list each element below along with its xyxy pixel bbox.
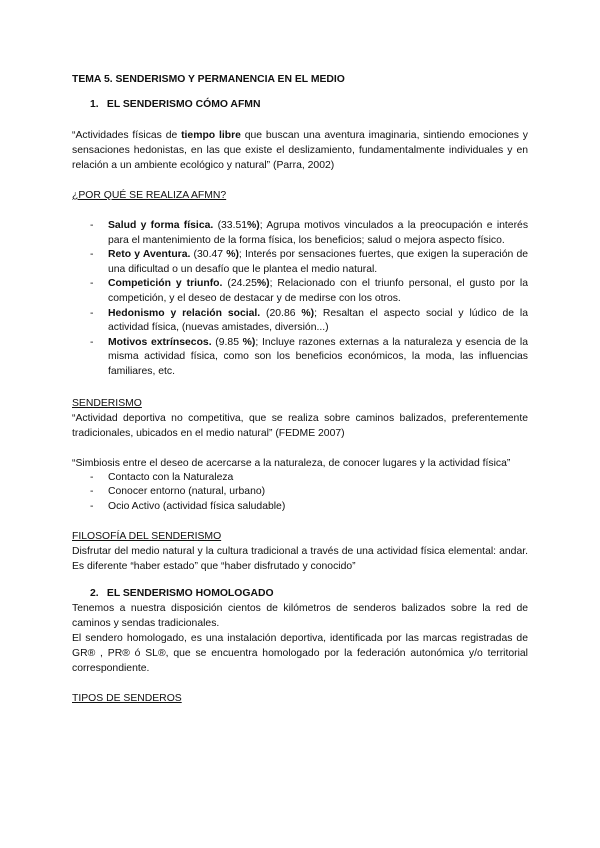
- reason-percent-suffix: %): [256, 278, 270, 290]
- reason-text: ; Agrupa motivos vinculados a la preocupación e interés para el mantenimiento de la forma física, los beneficios; salud o mejora aspecto físico.: [108, 220, 529, 246]
- reason-title: Salud y forma física.: [108, 220, 214, 231]
- filosofia-text: Disfrutar del medio natural y la cultura tradicional a través de una actividad física elemental: andar. Es diferente “haber estado” que “haber disfrutado y conocido”: [72, 546, 528, 573]
- reason-title: Competición y triunfo.: [108, 278, 223, 290]
- section-2-title: EL SENDERISMO HOMOLOGADO: [106, 588, 274, 600]
- definition-quote: [72, 128, 528, 173]
- quote-part: que buscan una aventura imaginaria, sintiendo emociones y sensaciones hedonistas, en las que existe el deslizamiento, fundamentalmente individuales y en relación a un ambiente ecológico y natural” (Parra, 2002): [72, 130, 528, 171]
- senderismo-definition: “Actividad deportiva no competitiva, que se realiza sobre caminos balizados, preferentemente tradicionales, ubicados en el medio natural” (FEDME 2007): [72, 412, 528, 439]
- document-page: [72, 72, 528, 706]
- section-2-heading: [72, 586, 528, 601]
- list-item: [72, 248, 528, 277]
- reason-text: ; Resaltan el aspecto social y lúdico de la actividad física, (nuevas amistades, diversión...): [108, 307, 528, 334]
- list-item: [72, 500, 528, 515]
- reason-percent: (30.47: [190, 249, 227, 261]
- reason-percent-suffix: %): [247, 220, 260, 231]
- list-item: [72, 485, 528, 500]
- document-title: TEMA 5. SENDERISMO Y PERMANENCIA EN EL MEDIO: [72, 74, 345, 85]
- list-item: [72, 277, 528, 306]
- section-2-number: 2.: [90, 588, 99, 600]
- quote-part: “Actividades físicas de: [72, 130, 182, 141]
- reason-percent-suffix: %): [242, 336, 256, 348]
- dash-bullet: -: [90, 486, 94, 498]
- dash-bullet: -: [90, 220, 94, 231]
- list-item: [72, 307, 528, 336]
- list-item: [72, 471, 528, 486]
- reason-title: Motivos extrínsecos.: [108, 336, 212, 348]
- reason-percent-suffix: %): [226, 249, 239, 261]
- reason-percent: (33.51: [213, 220, 248, 231]
- reason-percent-suffix: %): [301, 307, 315, 319]
- list-item-text: Ocio Activo (actividad física saludable): [108, 500, 286, 512]
- reason-percent: (20.86: [260, 307, 302, 319]
- dash-bullet: -: [90, 336, 94, 348]
- dash-bullet: -: [90, 500, 94, 512]
- simbiosis-list: [72, 471, 528, 515]
- section-2-paragraph-2: El sendero homologado, es una instalación deportiva, identificada por las marcas registradas de GR® , PR® ó SL®, que se encuentra homologado por la federación autonómica y/o territorial correspondiente.: [72, 633, 528, 675]
- dash-bullet: -: [90, 307, 94, 319]
- section-1-number: 1.: [90, 99, 99, 110]
- why-heading: ¿POR QUÉ SE REALIZA AFMN?: [72, 190, 227, 201]
- reason-text: ; Relacionado con el triunfo personal, el gusto por la competición, y el deseo de destacar y de medirse con los otros.: [108, 278, 528, 304]
- dash-bullet: -: [90, 278, 94, 290]
- simbiosis-quote: “Simbiosis entre el deseo de acercarse a la naturaleza, de conocer lugares y la actividad física”: [72, 457, 511, 469]
- dash-bullet: -: [90, 471, 94, 483]
- reason-text: ; Interés por sensaciones fuertes, que exigen la superación de una dificultad o un desafío que le plantea el medio natural.: [108, 249, 529, 275]
- section-1-heading: [72, 97, 528, 112]
- reason-percent: (9.85: [211, 336, 243, 348]
- list-item: [72, 336, 528, 380]
- list-item-text: Conocer entorno (natural, urbano): [108, 486, 266, 498]
- filosofia-heading: FILOSOFÍA DEL SENDERISMO: [72, 531, 222, 543]
- list-item: [72, 219, 528, 248]
- quote-bold-term: tiempo libre: [181, 130, 241, 141]
- tipos-heading: TIPOS DE SENDEROS: [72, 693, 182, 705]
- list-item-text: Contacto con la Naturaleza: [108, 471, 234, 483]
- reason-title: Reto y Aventura.: [108, 249, 191, 261]
- senderismo-heading: SENDERISMO: [72, 397, 142, 409]
- dash-bullet: -: [90, 249, 94, 261]
- section-1-title: EL SENDERISMO CÓMO AFMN: [106, 99, 261, 110]
- reason-title: Hedonismo y relación social.: [108, 307, 261, 319]
- reason-percent: (24.25: [222, 278, 257, 290]
- reason-text: ; Incluye razones externas a la naturaleza y esencia de la misma actividad física, como son los beneficios económicos, la moda, las influencias familiares, etc.: [108, 336, 528, 377]
- section-2-paragraph-1: Tenemos a nuestra disposición cientos de kilómetros de senderos balizados sobre la red de caminos y sendas tradicionales.: [72, 603, 528, 630]
- reasons-list: [72, 219, 528, 380]
